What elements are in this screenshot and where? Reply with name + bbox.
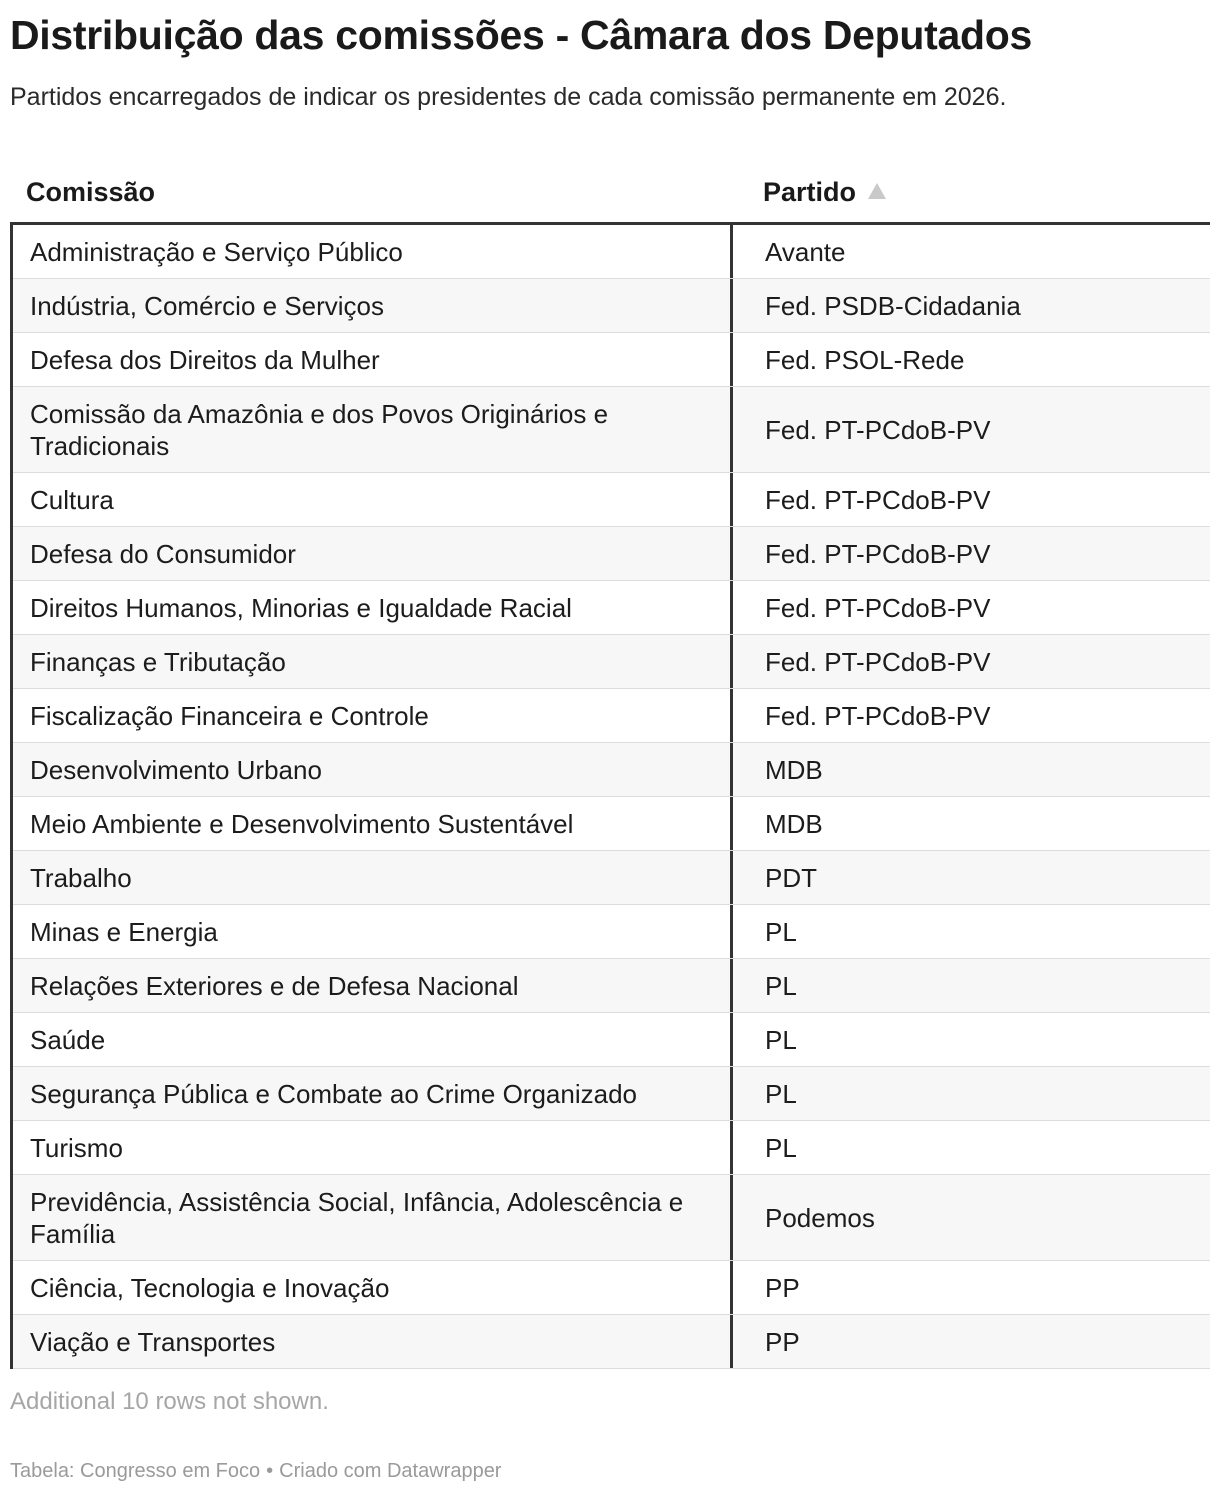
table-row (13, 959, 1210, 1013)
footer-separator: • (266, 1460, 274, 1482)
table-row (13, 1067, 1210, 1121)
column-header-comissao[interactable]: Comissão (26, 177, 156, 207)
cell-partido: MDB (765, 754, 823, 785)
table-row (13, 387, 1210, 473)
table-row (13, 689, 1210, 743)
cell-partido: PP (765, 1272, 800, 1303)
cell-partido: PDT (765, 862, 817, 893)
rows-not-shown-note: Additional 10 rows not shown. (10, 1388, 329, 1415)
cell-partido: Podemos (765, 1202, 875, 1233)
table-row (13, 581, 1210, 635)
cell-partido: PL (765, 1024, 797, 1055)
cell-partido: Fed. PSOL-Rede (765, 344, 965, 375)
table-body (10, 225, 1210, 1369)
cell-partido: PL (765, 970, 797, 1001)
cell-comissao: Previdência, Assistência Social, Infância, Adolescência e Família (13, 1175, 733, 1260)
table-row (13, 279, 1210, 333)
commissions-table (10, 162, 1210, 1369)
footer (10, 1458, 501, 1484)
cell-comissao: Defesa do Consumidor (13, 527, 733, 580)
cell-partido: Fed. PT-PCdoB-PV (765, 592, 991, 623)
table-row (13, 1175, 1210, 1261)
cell-partido: PL (765, 1078, 797, 1109)
cell-partido: Fed. PT-PCdoB-PV (765, 538, 991, 569)
footer-source: Tabela: Congresso em Foco (10, 1460, 261, 1482)
table-row (13, 1315, 1210, 1369)
table-row (13, 333, 1210, 387)
table-row (13, 1121, 1210, 1175)
table-row (13, 635, 1210, 689)
cell-comissao: Fiscalização Financeira e Controle (13, 689, 733, 742)
chart-title: Distribuição das comissões - Câmara dos Deputados (10, 12, 1032, 58)
table-row (13, 225, 1210, 279)
table-row (13, 1261, 1210, 1315)
cell-partido: PL (765, 1132, 797, 1163)
cell-partido: Fed. PT-PCdoB-PV (765, 700, 991, 731)
cell-comissao: Minas e Energia (13, 905, 733, 958)
cell-partido: MDB (765, 808, 823, 839)
footer-credit[interactable]: Criado com Datawrapper (279, 1460, 502, 1482)
table-row (13, 797, 1210, 851)
cell-comissao: Direitos Humanos, Minorias e Igualdade Racial (13, 581, 733, 634)
table-row (13, 851, 1210, 905)
cell-partido: Fed. PT-PCdoB-PV (765, 646, 991, 677)
cell-comissao: Comissão da Amazônia e dos Povos Originários e Tradicionais (13, 387, 733, 472)
table-row (13, 1013, 1210, 1067)
cell-partido: PL (765, 916, 797, 947)
table-header (10, 162, 1210, 225)
cell-partido: Avante (765, 236, 846, 267)
cell-partido: Fed. PSDB-Cidadania (765, 290, 1021, 321)
cell-comissao: Indústria, Comércio e Serviços (13, 279, 733, 332)
cell-comissao: Desenvolvimento Urbano (13, 743, 733, 796)
cell-comissao: Defesa dos Direitos da Mulher (13, 333, 733, 386)
table-row (13, 905, 1210, 959)
table-row (13, 743, 1210, 797)
cell-partido: Fed. PT-PCdoB-PV (765, 484, 991, 515)
cell-comissao: Saúde (13, 1013, 733, 1066)
chart-subtitle: Partidos encarregados de indicar os presidentes de cada comissão permanente em 2026. (10, 83, 1007, 111)
table-row (13, 473, 1210, 527)
cell-comissao: Cultura (13, 473, 733, 526)
column-header-partido[interactable] (747, 177, 886, 207)
cell-comissao: Viação e Transportes (13, 1315, 733, 1368)
cell-comissao: Administração e Serviço Público (13, 225, 733, 278)
cell-comissao: Ciência, Tecnologia e Inovação (13, 1261, 733, 1314)
cell-partido: PP (765, 1326, 800, 1357)
cell-comissao: Trabalho (13, 851, 733, 904)
table-row (13, 527, 1210, 581)
cell-comissao: Segurança Pública e Combate ao Crime Organizado (13, 1067, 733, 1120)
cell-comissao: Relações Exteriores e de Defesa Nacional (13, 959, 733, 1012)
cell-partido: Fed. PT-PCdoB-PV (765, 414, 991, 445)
cell-comissao: Finanças e Tributação (13, 635, 733, 688)
cell-comissao: Meio Ambiente e Desenvolvimento Sustentável (13, 797, 733, 850)
sort-ascending-icon[interactable] (868, 183, 886, 199)
column-header-partido-label: Partido (763, 177, 857, 207)
cell-comissao: Turismo (13, 1121, 733, 1174)
